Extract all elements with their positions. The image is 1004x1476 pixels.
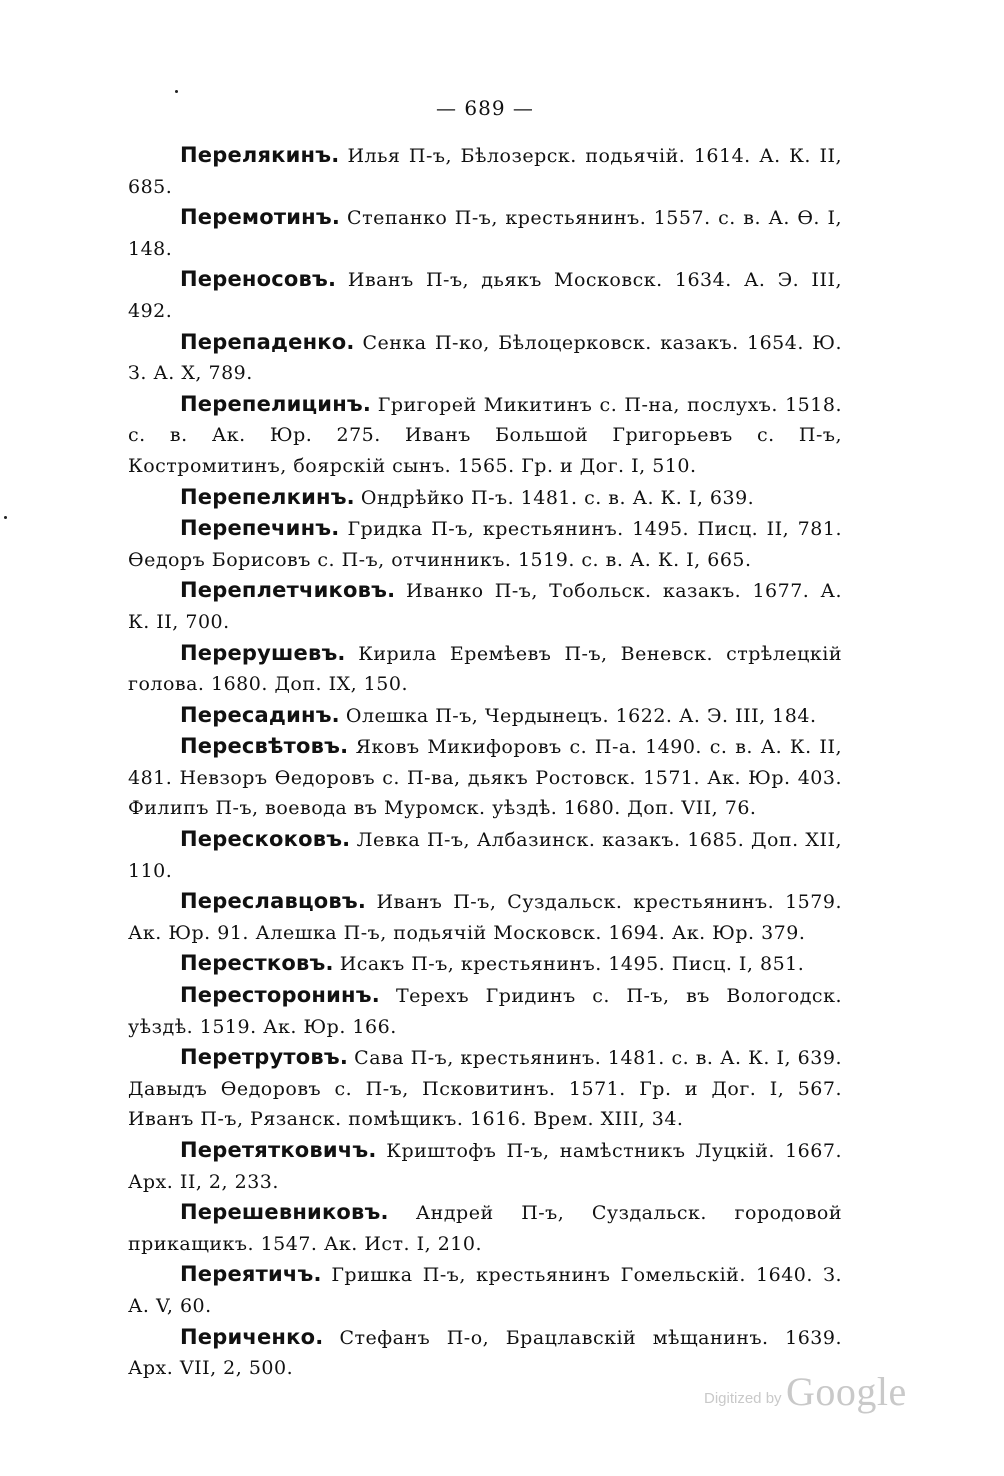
dictionary-entry	[128, 327, 842, 389]
entry-headword: Перетрутовъ.	[180, 1045, 349, 1070]
dictionary-entry	[128, 575, 842, 637]
dictionary-entry	[128, 1259, 842, 1321]
dictionary-entry	[128, 264, 842, 326]
entry-headword: Перескоковъ.	[180, 827, 351, 852]
dictionary-entry	[128, 202, 842, 264]
dictionary-entry	[128, 731, 842, 824]
entry-headword: Периченко.	[180, 1324, 324, 1349]
entry-text: Кирила Еремѣевъ П-ъ, Веневск. стрѣлецкій голова. 1680. Доп. IX, 150.	[128, 642, 842, 696]
entry-headword: Пересторонинъ.	[180, 983, 380, 1008]
entry-headword: Переносовъ.	[180, 267, 337, 292]
entry-text: Григорей Микитинъ с. П-на, послухъ. 1518. с. в. Ак. Юр. 275. Иванъ Большой Григорьевъ с. П-ъ, Костромитинъ, боярскій сынъ. 1565. Гр. и Дог. I, 510.	[128, 393, 842, 477]
dictionary-entries	[128, 140, 842, 1384]
dictionary-entry	[128, 389, 842, 482]
entry-text: Иванъ П-ъ, Суздальск. крестьянинъ. 1579. Ак. Юр. 91. Алешка П-ъ, подьячій Московск. 1694. Ак. Юр. 379.	[128, 891, 842, 944]
dictionary-entry	[128, 886, 842, 948]
entry-headword: Перемотинъ.	[180, 205, 341, 230]
google-logo: Google	[786, 1369, 907, 1414]
entry-text: Олешка П-ъ, Чердынецъ. 1622. А. Э. III, 184.	[345, 704, 817, 727]
dictionary-entry	[128, 482, 842, 514]
entry-headword: Перетятковичъ.	[180, 1138, 377, 1162]
entry-text: Криштофъ П-ъ, намѣстникъ Луцкій. 1667. Арх. II, 2, 233.	[128, 1140, 842, 1193]
dictionary-entry	[128, 638, 842, 700]
digitized-by-label: Digitized by	[704, 1390, 782, 1407]
dictionary-entry	[128, 140, 842, 202]
entry-headword: Перепелкинъ.	[180, 484, 355, 509]
entry-text: Иванъ П-ъ, дьякъ Московск. 1634. А. Э. III, 492.	[128, 269, 842, 322]
entry-text: Стефанъ П-о, Брацлавскій мѣщанинъ. 1639. Арх. VII, 2, 500.	[128, 1326, 842, 1380]
entry-headword: Перешевниковъ.	[180, 1200, 389, 1225]
entry-headword: Перепечинъ.	[180, 516, 340, 541]
entry-text: Терехъ Гридинъ с. П-ъ, въ Вологодск. уѣздѣ. 1519. Ак. Юр. 166.	[128, 985, 842, 1038]
entry-headword: Переславцовъ.	[180, 889, 367, 914]
entry-text: Сава П-ъ, крестьянинъ. 1481. с. в. А. К. I, 639. Давыдъ Ѳедоровъ с. П-ъ, Псковитинъ. 1571. Гр. и Дог. I, 567. Иванъ П-ъ, Рязанск. помѣщикъ. 1616. Врем. XIII, 34.	[128, 1047, 842, 1131]
entry-text: Левка П-ъ, Албазинск. казакъ. 1685. Доп. XII, 110.	[128, 829, 843, 882]
entry-headword: Пересадинъ.	[180, 702, 340, 727]
dictionary-entry	[128, 1197, 842, 1259]
dictionary-entry	[128, 513, 842, 575]
dictionary-entry	[128, 1042, 842, 1135]
dictionary-entry	[128, 1135, 842, 1197]
dictionary-entry	[128, 824, 842, 886]
stray-mark-left	[4, 516, 7, 519]
entry-headword: Пересвѣтовъ.	[180, 734, 349, 759]
entry-text: Сенка П-ко, Бѣлоцерковск. казакъ. 1654. Ю. З. А. X, 789.	[128, 331, 842, 385]
entry-text: Гришка П-ъ, крестьянинъ Гомельскій. 1640. З. А. V, 60.	[128, 1264, 842, 1317]
dictionary-entry	[128, 980, 842, 1042]
google-watermark	[704, 1368, 914, 1418]
dictionary-entry	[128, 948, 842, 980]
entry-text: Ондрѣйко П-ъ. 1481. с. в. А. К. I, 639.	[360, 486, 755, 509]
entry-text: Яковъ Микифоровъ с. П-а. 1490. с. в. А. К. II, 481. Невзоръ Ѳедоровъ с. П-ва, дьякъ Ростовск. 1571. Ак. Юр. 403. Филипъ П-ъ, воевода въ Муромск. уѣздѣ. 1680. Доп. VII, 76.	[128, 736, 842, 820]
entry-headword: Переплетчиковъ.	[180, 578, 396, 603]
entry-text: Исакъ П-ъ, крестьянинъ. 1495. Писц. I, 851.	[339, 953, 805, 976]
entry-headword: Перепелицинъ.	[180, 391, 372, 416]
entry-text: Иванко П-ъ, Тобольск. казакъ. 1677. А. К. II, 700.	[128, 580, 842, 633]
page-number: — 689 —	[436, 96, 534, 120]
entry-text: Гридка П-ъ, крестьянинъ. 1495. Писц. II, 781. Ѳедоръ Борисовъ с. П-ъ, отчинникъ. 1519. с. в. А. К. I, 665.	[128, 518, 842, 571]
stray-mark-top	[175, 90, 178, 93]
entry-text: Илья П-ъ, Бѣлозерск. подьячій. 1614. А. К. II, 685.	[128, 145, 842, 198]
entry-headword: Перерушевъ.	[180, 640, 346, 665]
entry-headword: Переятичъ.	[180, 1262, 322, 1287]
entry-text: Степанко П-ъ, крестьянинъ. 1557. с. в. А. Ѳ. I, 148.	[128, 207, 842, 260]
dictionary-entry	[128, 700, 842, 732]
entry-headword: Перелякинъ.	[180, 143, 340, 167]
entry-headword: Перепаденко.	[180, 329, 355, 354]
entry-headword: Перестковъ.	[180, 951, 334, 976]
entry-text: Андрей П-ъ, Суздальск. городовой прикащикъ. 1547. Ак. Ист. I, 210.	[128, 1202, 842, 1255]
